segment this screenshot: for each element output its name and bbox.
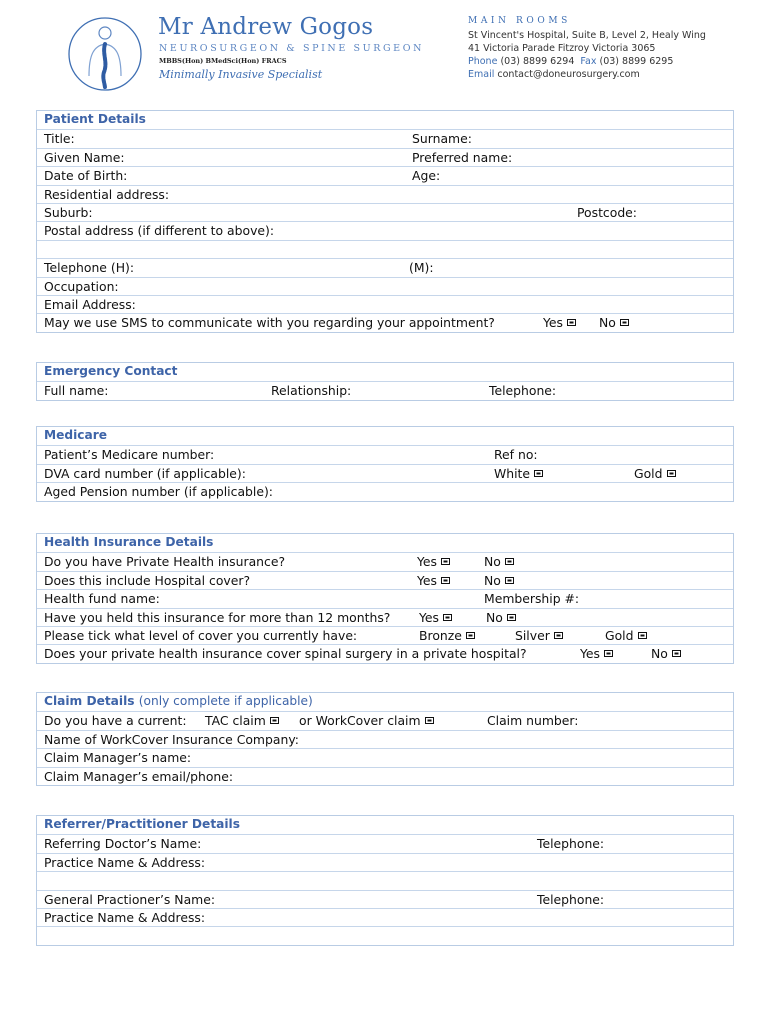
ref-no-label: Ref no: [494,447,538,463]
claim-title: Claim Details [44,694,135,708]
practice-row[interactable] [37,853,733,871]
occupation-row[interactable] [37,277,733,295]
checkbox-icon[interactable] [667,470,676,477]
practice-blank-row[interactable] [37,871,733,889]
rooms-title: MAIN ROOMS [468,16,571,26]
dva-row [37,464,733,482]
dva-label: DVA card number (if applicable): [44,465,246,481]
checkbox-icon[interactable] [672,650,681,657]
aged-pension-row[interactable] [37,482,733,500]
section-title: Emergency Contact [44,364,178,378]
checkbox-icon[interactable] [604,650,613,657]
manager-contact-label: Claim Manager’s email/phone: [44,768,234,784]
telephone-h-label: Telephone (H): [44,260,135,276]
sms-no-option[interactable]: No [599,315,629,330]
phone-label: Phone [468,56,498,67]
gp-name-label: General Practioner’s Name: [44,891,216,907]
current-claim-label: Do you have a current: [44,713,187,729]
letterhead [0,0,770,100]
12-months-no-option[interactable]: No [486,610,516,625]
emergency-telephone-label: Telephone: [489,383,557,399]
gp-practice-row[interactable] [37,908,733,926]
practice-label: Practice Name & Address: [44,854,206,870]
spinal-yes-option[interactable]: Yes [580,646,613,661]
sms-question: May we use SMS to communicate with you regarding your appointment? [44,315,495,331]
telephone-row[interactable] [37,258,733,276]
rooms-address-line1: St Vincent's Hospital, Suite B, Level 2, Healy Wing [468,30,706,41]
suburb-label: Suburb: [44,204,93,220]
dva-gold-option[interactable]: Gold [634,466,676,481]
emergency-row[interactable] [37,381,733,399]
referrer-details-section [36,815,734,946]
section-title: Medicare [44,428,108,442]
given-name-label: Given Name: [44,149,125,165]
email-row[interactable] [37,295,733,313]
bronze-option[interactable]: Bronze [419,628,475,643]
fund-name-row[interactable] [37,589,733,607]
checkbox-icon[interactable] [441,577,450,584]
medicare-number-label: Patient’s Medicare number: [44,447,215,463]
rooms-address-line2: 41 Victoria Parade Fitzroy Victoria 3065 [468,43,656,54]
checkbox-icon[interactable] [505,577,514,584]
fax-label: Fax [580,56,597,67]
cover-level-row [37,626,733,644]
12-months-yes-option[interactable]: Yes [419,610,452,625]
rooms-phone-fax [468,56,673,67]
manager-name-row[interactable] [37,748,733,766]
mobile-label: (M): [409,260,434,276]
referrer-telephone-label: Telephone: [537,836,605,852]
phone-number: (03) 8899 6294 [500,56,575,67]
section-title: Referrer/Practitioner Details [44,817,240,831]
full-name-label: Full name: [44,383,109,399]
cover-level-question: Please tick what level of cover you currently have: [44,627,358,643]
checkbox-icon[interactable] [441,558,450,565]
spine-logo-icon [67,16,143,92]
spinal-no-option[interactable]: No [651,646,681,661]
spinal-surgery-question: Does your private health insurance cover spinal surgery in a private hospital? [44,646,527,662]
surgeon-specialty: NEUROSURGEON & SPINE SURGEON [159,43,424,54]
checkbox-icon[interactable] [554,632,563,639]
12-months-row [37,608,733,626]
gp-name-row[interactable] [37,890,733,908]
dob-row[interactable] [37,166,733,184]
checkbox-icon[interactable] [270,717,279,724]
residential-label: Residential address: [44,186,170,202]
checkbox-icon[interactable] [443,614,452,621]
hospital-cover-question: Does this include Hospital cover? [44,572,251,588]
hospital-yes-option[interactable]: Yes [417,573,450,588]
dob-label: Date of Birth: [44,168,128,184]
surgeon-tagline: Minimally Invasive Specialist [159,68,323,81]
sms-row [37,313,733,331]
postal-label: Postal address (if different to above): [44,223,275,239]
surgeon-name: Mr Andrew Gogos [158,14,374,40]
insurance-company-row[interactable] [37,730,733,748]
private-insurance-question: Do you have Private Health insurance? [44,554,286,570]
claim-details-section [36,692,734,786]
age-label: Age: [412,168,441,184]
private-insurance-row [37,552,733,570]
section-title: Health Insurance Details [44,535,214,549]
title-row[interactable] [37,129,733,147]
medicare-number-row[interactable] [37,445,733,463]
suburb-row[interactable] [37,203,733,221]
insurance-company-label: Name of WorkCover Insurance Company: [44,731,299,747]
manager-contact-row[interactable] [37,767,733,785]
relationship-label: Relationship: [271,383,352,399]
postal-row[interactable] [37,221,733,239]
private-yes-option[interactable]: Yes [417,554,450,569]
checkbox-icon[interactable] [507,614,516,621]
checkbox-icon[interactable] [620,319,629,326]
surgeon-qualifications: MBBS(Hon) BMedSci(Hon) FRACS [159,57,287,65]
workcover-option[interactable]: or WorkCover claim [299,713,434,728]
title-label: Title: [44,131,75,147]
occupation-label: Occupation: [44,278,119,294]
claim-number-label: Claim number: [487,713,579,729]
health-insurance-section [36,533,734,664]
manager-name-label: Claim Manager’s name: [44,750,192,766]
email-label: Email [468,69,495,80]
patient-details-section [36,110,734,333]
email-address: contact@doneurosurgery.com [497,69,640,80]
referring-doctor-row[interactable] [37,834,733,852]
claim-type-row [37,711,733,729]
claim-title-note: (only complete if applicable) [138,694,313,708]
emergency-contact-section [36,362,734,401]
private-no-option[interactable]: No [484,554,514,569]
spinal-surgery-row [37,644,733,662]
medicare-section [36,426,734,502]
checkbox-icon[interactable] [567,319,576,326]
aged-pension-label: Aged Pension number (if applicable): [44,484,273,500]
sms-yes-option[interactable]: Yes [543,315,576,330]
checkbox-icon[interactable] [425,717,434,724]
fax-number: (03) 8899 6295 [599,56,674,67]
fund-name-label: Health fund name: [44,591,160,607]
surname-label: Surname: [412,131,472,147]
referring-doctor-label: Referring Doctor’s Name: [44,836,202,852]
checkbox-icon[interactable] [534,470,543,477]
rooms-email [468,69,640,80]
gp-practice-blank-row[interactable] [37,926,733,944]
checkbox-icon[interactable] [466,632,475,639]
hospital-cover-row [37,571,733,589]
postal-blank-row[interactable] [37,240,733,258]
silver-option[interactable]: Silver [515,628,563,643]
hospital-no-option[interactable]: No [484,573,514,588]
residential-row[interactable] [37,185,733,203]
dva-white-option[interactable]: White [494,466,543,481]
given-name-row[interactable] [37,148,733,166]
membership-label: Membership #: [484,591,580,607]
checkbox-icon[interactable] [638,632,647,639]
checkbox-icon[interactable] [505,558,514,565]
12-months-question: Have you held this insurance for more than 12 months? [44,609,391,625]
gold-option[interactable]: Gold [605,628,647,643]
gp-telephone-label: Telephone: [537,891,605,907]
preferred-name-label: Preferred name: [412,149,513,165]
tac-option[interactable]: TAC claim [205,713,279,728]
section-title [37,693,733,711]
section-title: Patient Details [44,112,146,126]
gp-practice-label: Practice Name & Address: [44,909,206,925]
postcode-label: Postcode: [577,204,637,220]
email-label: Email Address: [44,296,136,312]
